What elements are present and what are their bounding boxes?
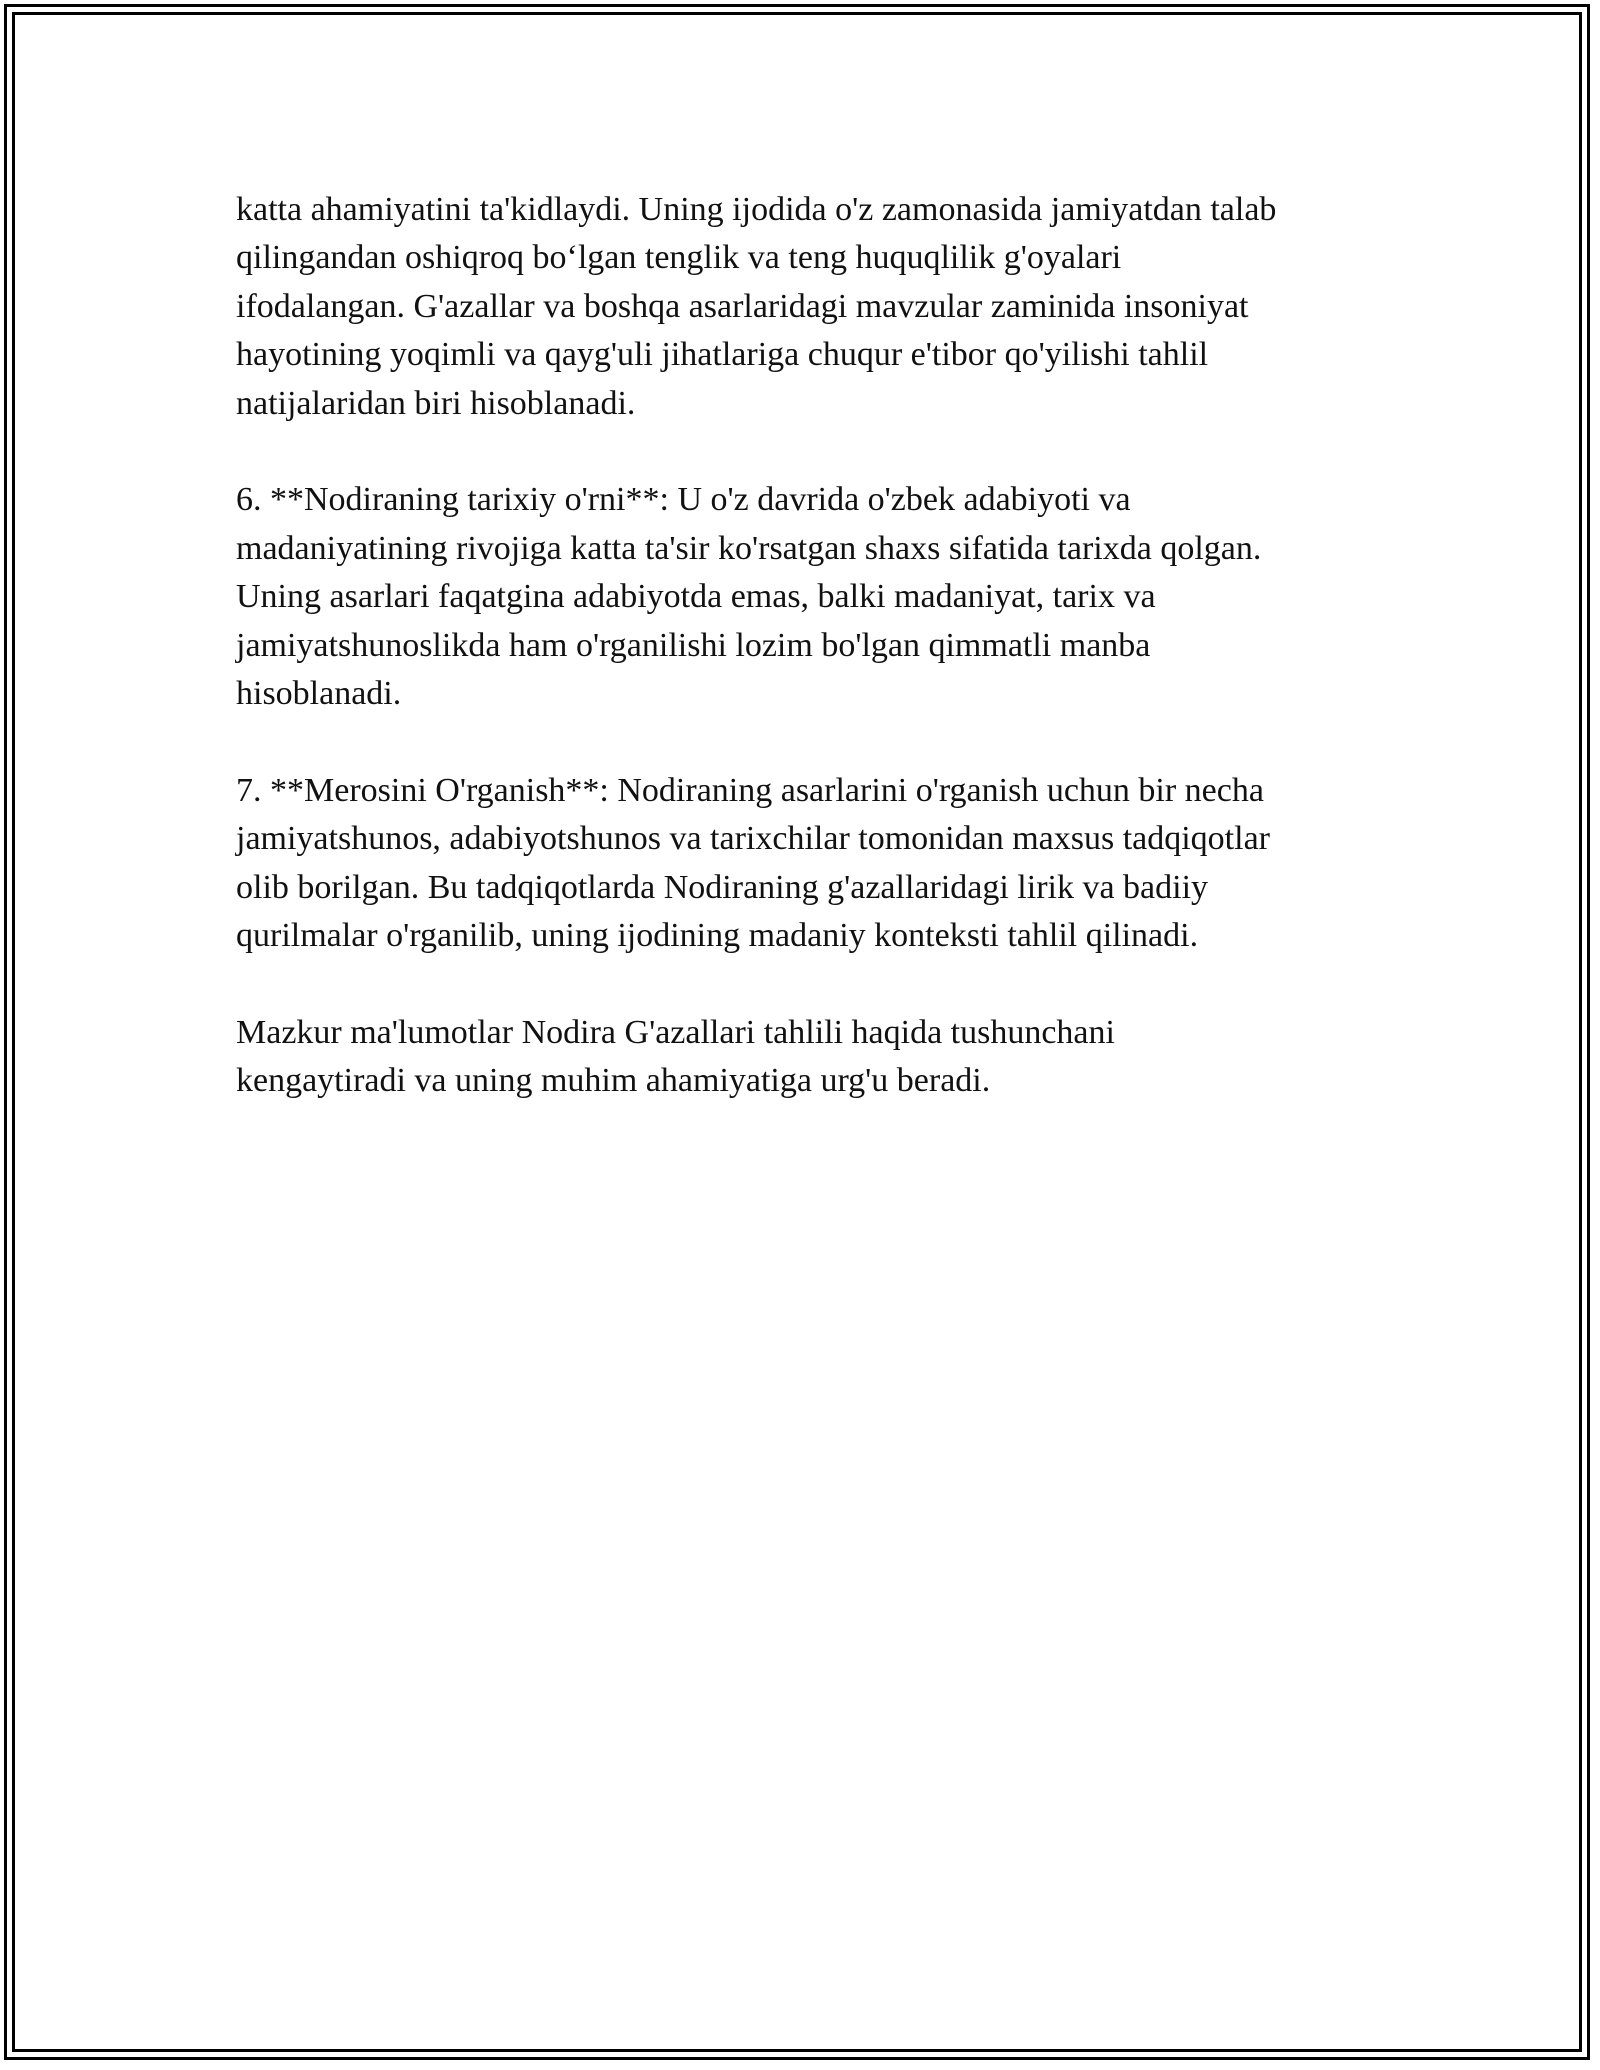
text-line: Uning asarlari faqatgina adabiyotda emas, balki madaniyat, tarix va — [236, 578, 1156, 616]
text-line: 7. **Merosini O'rganish**: Nodiraning asarlarini o'rganish uchun bir necha — [236, 771, 1264, 809]
text-line: madaniyatining rivojiga katta ta'sir ko'rsatgan shaxs sifatida tarixda qolgan. — [236, 529, 1262, 567]
text-line: 6. **Nodiraning tarixiy o'rni**: U o'z davrida o'zbek adabiyoti va — [236, 481, 1131, 519]
text-line: hayotining yoqimli va qayg'uli jihatlariga chuqur e'tibor qo'yilishi tahlil — [236, 336, 1209, 374]
paragraph-conclusion — [236, 1009, 1376, 1106]
text-line: jamiyatshunos, adabiyotshunos va tarixchilar tomonidan maxsus tadqiqotlar — [236, 820, 1270, 858]
text-line: Mazkur ma'lumotlar Nodira G'azallari tahlili haqida tushunchani — [236, 1013, 1115, 1051]
text-line: katta ahamiyatini ta'kidlaydi. Uning ijodida o'z zamonasida jamiyatdan talab — [236, 191, 1277, 228]
text-line: qilingandan oshiqroq bo‘lgan tenglik va teng huquqlilik g'oyalari — [236, 239, 1122, 277]
document-body — [236, 186, 1376, 1154]
text-line: ifodalangan. G'azallar va boshqa asarlaridagi mavzular zaminida insoniyat — [236, 287, 1249, 325]
text-line: qurilmalar o'rganilib, uning ijodining madaniy konteksti tahlil qilinadi. — [236, 917, 1199, 955]
text-line: jamiyatshunoslikda ham o'rganilishi lozim bo'lgan qimmatli manba — [236, 626, 1151, 664]
text-line: olib borilgan. Bu tadqiqotlarda Nodiraning g'azallaridagi lirik va badiiy — [236, 868, 1209, 906]
text-line: hisoblanadi. — [236, 675, 402, 713]
paragraph-item-6 — [236, 476, 1376, 718]
text-line: kengaytiradi va uning muhim ahamiyatiga urg'u beradi. — [236, 1062, 991, 1100]
paragraph-continuation — [236, 186, 1376, 428]
paragraph-item-7 — [236, 767, 1376, 961]
text-line: natijalaridan biri hisoblanadi. — [236, 384, 636, 422]
